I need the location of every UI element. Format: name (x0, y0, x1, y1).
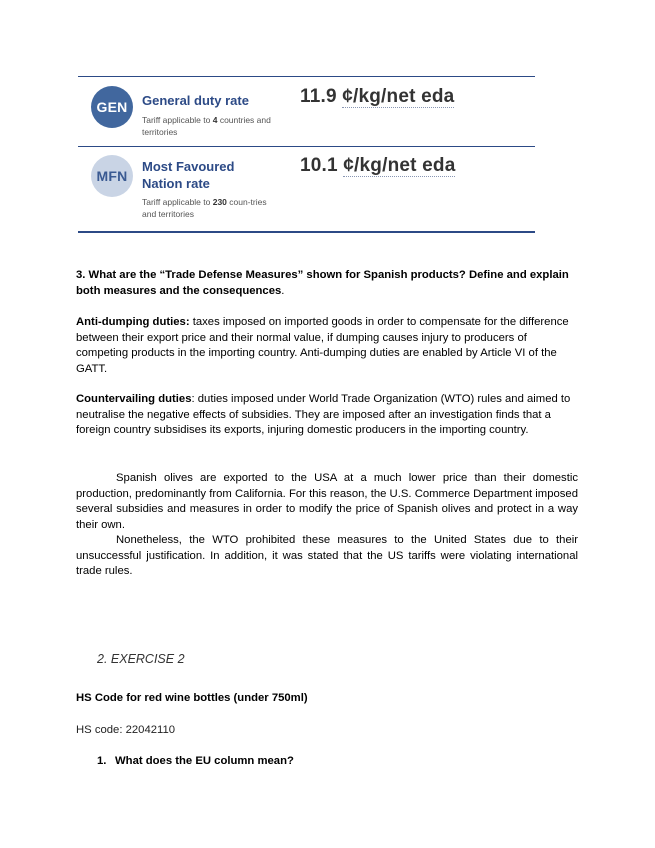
question-3: 3. What are the “Trade Defense Measures” shown for Spanish products? Define and explain both measures and the consequences. (76, 269, 569, 297)
exercise-2-heading: 2. EXERCISE 2 (97, 652, 185, 666)
question-1: 1. What does the EU column mean? (97, 755, 294, 767)
wto-paragraph: Nonetheless, the WTO prohibited these measures to the United States due to their unsuccessful justification. In addition, it was stated that the US tariffs were violating international trade rules. (76, 534, 578, 578)
antidumping-paragraph: Anti-dumping duties: taxes imposed on imported goods in order to compensate for the difference between their export price and their normal value, if dumping causes injury to producers of competing products in the importing country. Anti-dumping duties are enabled by Article VI of the GATT. (76, 316, 569, 375)
olives-paragraph: Spanish olives are exported to the USA at a much lower price than their domestic production, predominantly from California. For this reason, the U.S. Commerce Department imposed several subsidies and measures in order to modify the price of Spanish olives and protect in a way their own. (76, 472, 578, 531)
general-rate-unit: ¢/kg/net eda (342, 86, 455, 107)
mfn-badge: MFN (91, 155, 133, 197)
countervailing-label: Countervailing duties (76, 393, 192, 405)
antidumping-label: Anti-dumping duties: (76, 316, 190, 328)
general-rate-title: General duty rate (142, 93, 249, 108)
hs-code-title: HS Code for red wine bottles (under 750ml) (76, 692, 308, 704)
general-rate-subtitle: Tariff applicable to 4 countries and territories (142, 115, 271, 137)
general-rate-value: 11.9 ¢/kg/net eda (300, 86, 455, 107)
hs-code-value: HS code: 22042110 (76, 724, 176, 736)
mfn-rate-unit: ¢/kg/net eda (343, 155, 456, 176)
divider-top (78, 76, 535, 77)
countervailing-paragraph: Countervailing duties: duties imposed under World Trade Organization (WTO) rules and aimed to neutralise the negative effects of subsidies. They are imposed after an investigation finds that a foreign country subsidises its exports, injuring domestic producers in the importing country. (76, 393, 571, 437)
divider-middle (78, 146, 535, 147)
mfn-rate-value: 10.1 ¢/kg/net eda (300, 155, 456, 176)
divider-bottom (78, 231, 535, 233)
mfn-rate-title: Most Favoured Nation rate (142, 159, 235, 191)
mfn-rate-subtitle: Tariff applicable to 230 coun-tries and territories (142, 197, 267, 219)
gen-badge: GEN (91, 86, 133, 128)
